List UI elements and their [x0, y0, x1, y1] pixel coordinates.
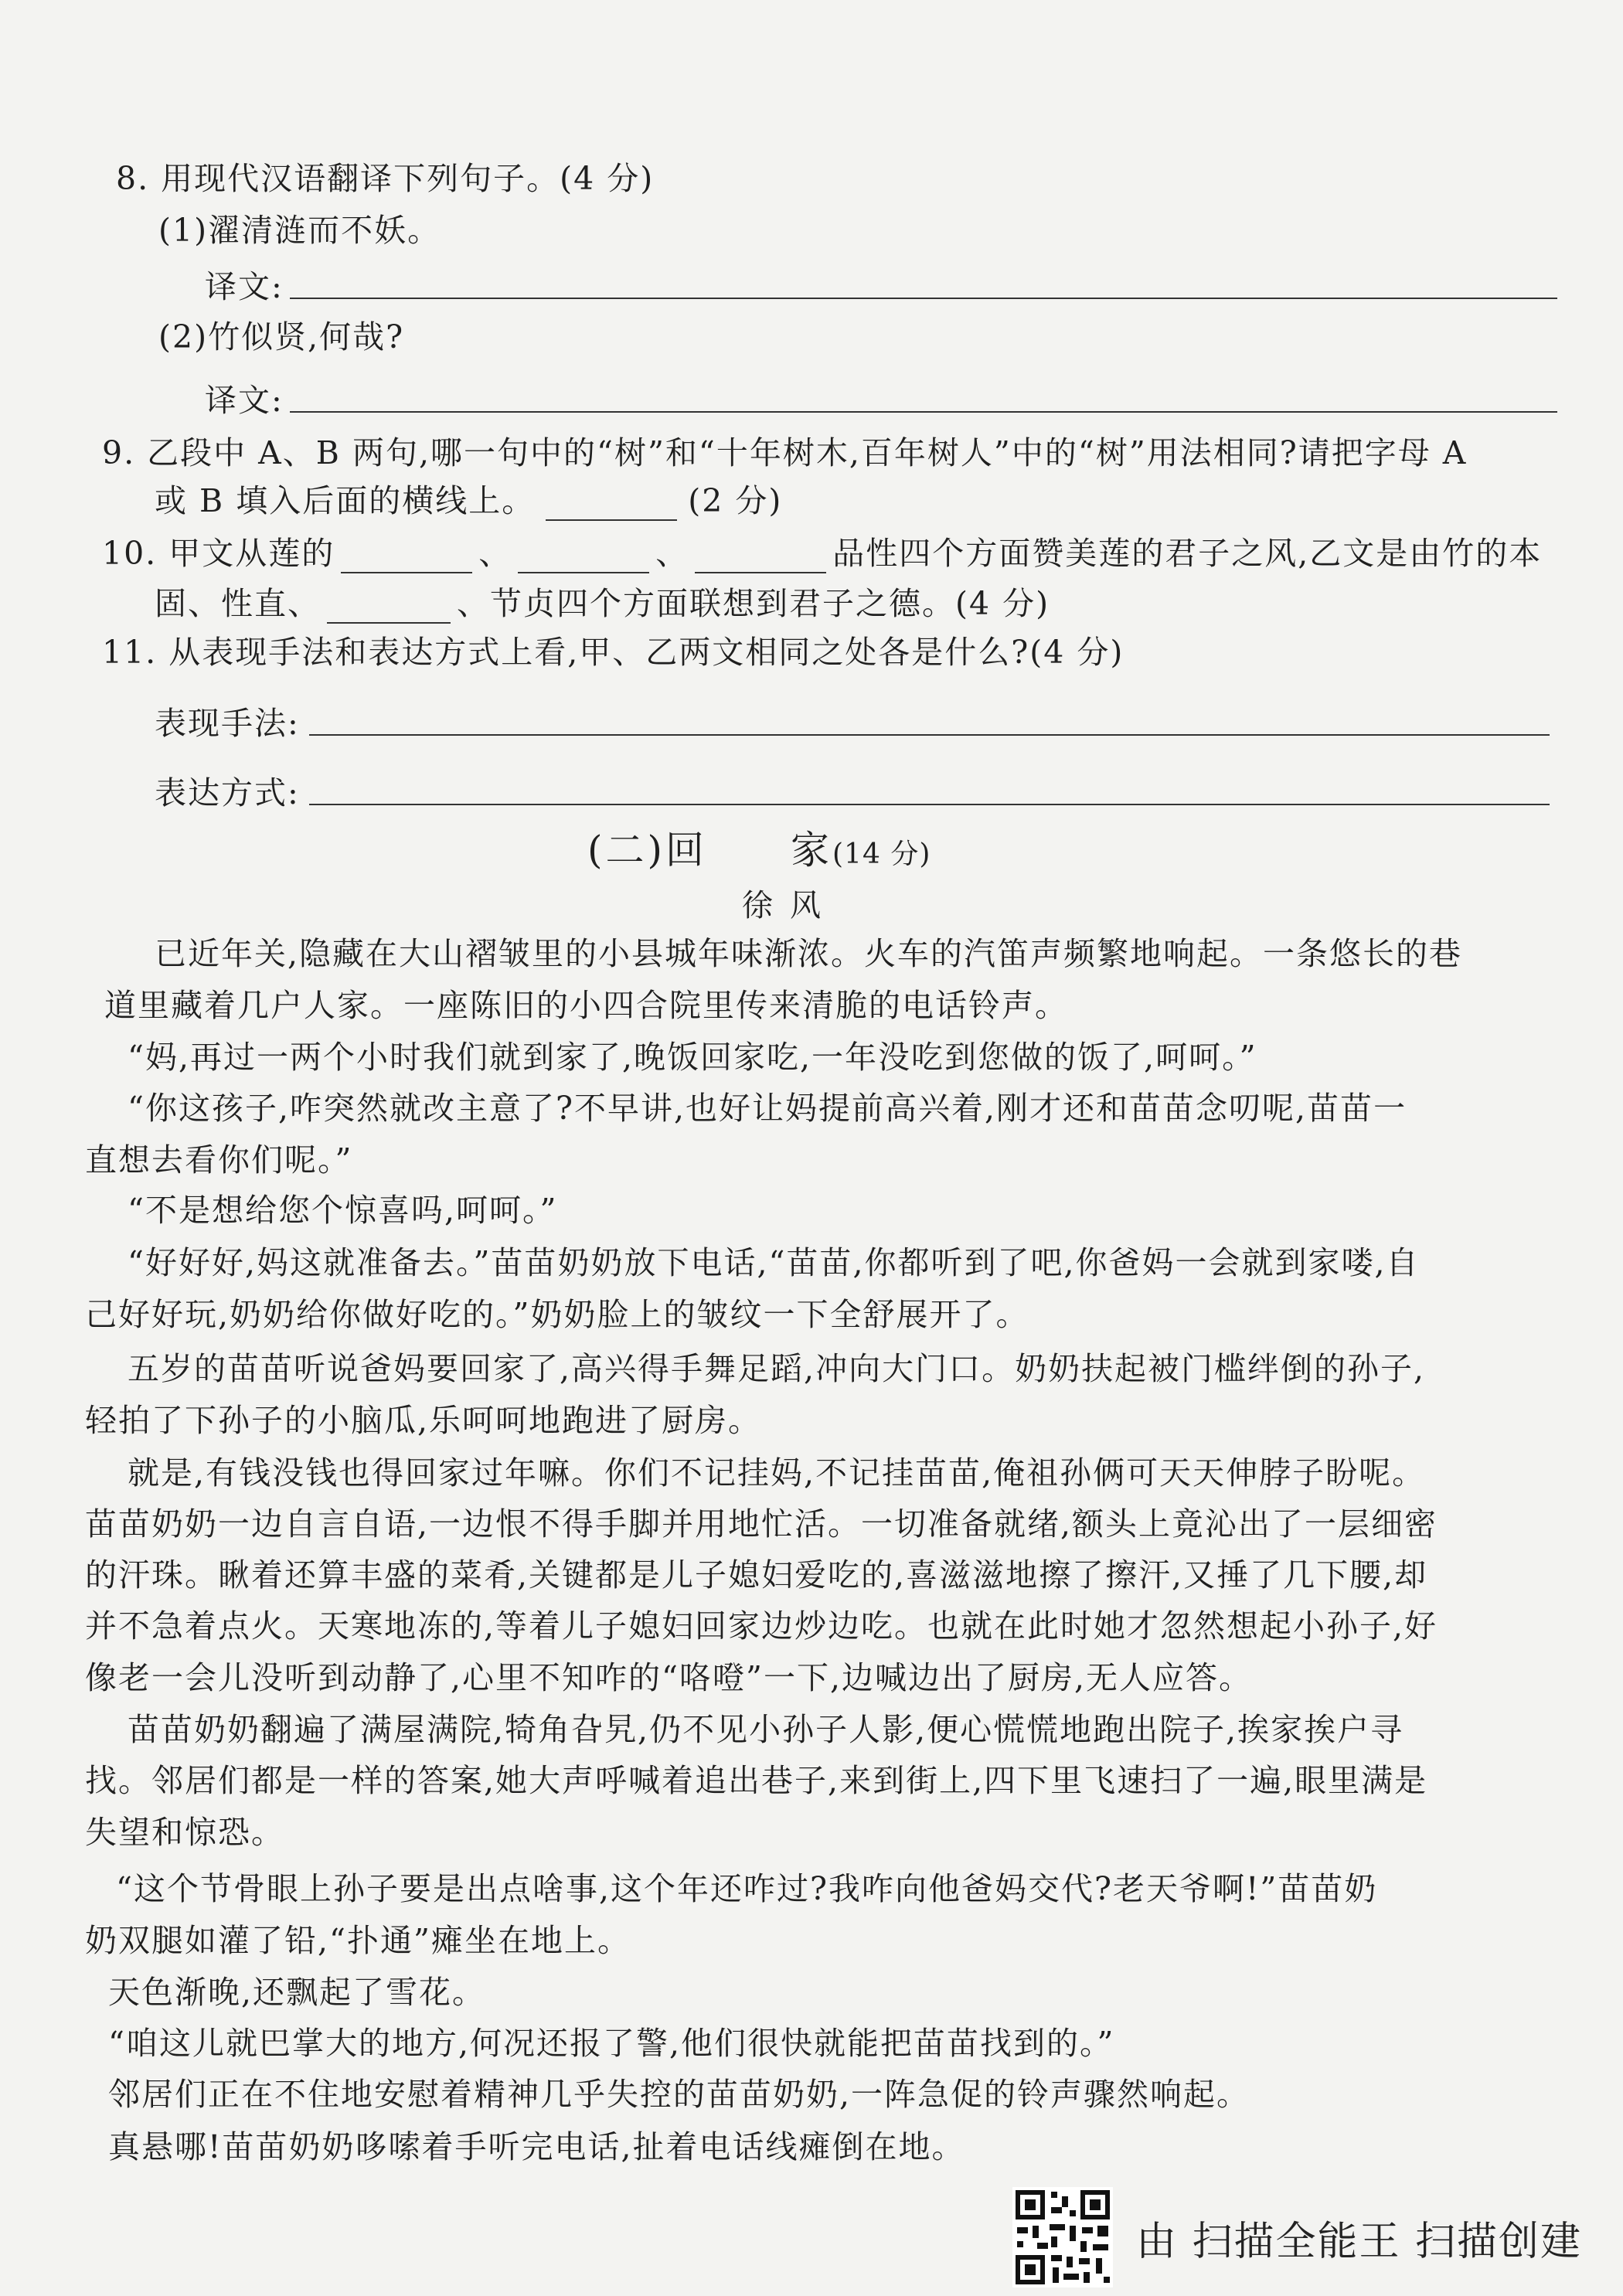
scanner-watermark-text: 由 扫描全能王 扫描创建	[1136, 2218, 1583, 2265]
story-line: “不是想给您个惊喜吗,呵呵。”	[128, 1192, 558, 1229]
question-10-line-1	[102, 533, 1542, 573]
scanner-footer	[1012, 2195, 1600, 2280]
answer-blank-9[interactable]	[546, 488, 677, 521]
question-10-line-2	[155, 583, 1050, 624]
separator: 、	[478, 535, 512, 572]
translation-label-1: 译文:	[205, 268, 284, 305]
story-line: 五岁的苗苗听说爸妈要回家了,高兴得手舞足蹈,冲向大门口。奶奶扶起被门槛绊倒的孙子,	[128, 1350, 1426, 1387]
story-line: 失望和惊恐。	[85, 1814, 284, 1851]
story-line: 己好好玩,奶奶给你做好吃的。”奶奶脸上的皱纹一下全舒展开了。	[85, 1296, 1029, 1333]
story-line: 找。邻居们都是一样的答案,她大声呼喊着追出巷子,来到街上,四下里飞速扫了一遍,眼里满是	[85, 1762, 1428, 1799]
story-line: 道里藏着几户人家。一座陈旧的小四合院里传来清脆的电话铃声。	[104, 987, 1068, 1024]
qr-code-icon[interactable]	[1012, 2187, 1113, 2287]
answer-line-8-2[interactable]	[290, 411, 1557, 413]
question-10-text-2: 品性四个方面赞美莲的君子之风,乙文是由竹的本	[832, 535, 1543, 572]
story-line: 天色渐晚,还飘起了雪花。	[108, 1974, 486, 2011]
answer-blank-10-4[interactable]	[327, 591, 451, 624]
story-line: “好好好,妈这就准备去。”苗苗奶奶放下电话,“苗苗,你都听到了吧,你爸妈一会就到家喽,自	[128, 1244, 1420, 1281]
answer-line-11-1[interactable]	[309, 734, 1550, 736]
section-title	[587, 827, 931, 878]
story-line: 邻居们正在不住地安慰着精神几乎失控的苗苗奶奶,一阵急促的铃声骤然响起。	[108, 2076, 1250, 2113]
story-line: 轻拍了下孙子的小脑瓜,乐呵呵地跑进了厨房。	[85, 1402, 762, 1439]
question-8-part-1: (1)濯清涟而不妖。	[158, 212, 441, 249]
story-line: 奶双腿如灌了铅,“扑通”瘫坐在地上。	[85, 1922, 631, 1959]
story-line: 的汗珠。瞅着还算丰盛的菜肴,关键都是儿子媳妇爱吃的,喜滋滋地擦了擦汗,又捶了几下腰,却	[85, 1556, 1428, 1594]
answer-line-8-1[interactable]	[290, 298, 1557, 299]
section-title-text: (二)回 家	[587, 828, 833, 872]
question-10-text-4: 、节贞四个方面联想到君子之德。(4 分)	[457, 585, 1050, 622]
story-line: 已近年关,隐藏在大山褶皱里的小县城年味渐浓。火车的汽笛声频繁地响起。一条悠长的巷	[155, 935, 1463, 972]
story-line: “这个节骨眼上孙子要是出点啥事,这个年还咋过?我咋向他爸妈交代?老天爷啊!”苗苗奶	[116, 1870, 1378, 1907]
question-9-line-2	[155, 481, 782, 521]
question-11: 11. 从表现手法和表达方式上看,甲、乙两文相同之处各是什么?(4 分)	[102, 634, 1125, 671]
question-9-points: (2 分)	[688, 482, 783, 519]
question-10-text-1: 10. 甲文从莲的	[102, 535, 335, 572]
question-9-line-1: 9. 乙段中 A、B 两句,哪一句中的“树”和“十年树木,百年树人”中的“树”用法相同?请把字母 A	[102, 434, 1468, 471]
translation-label-2: 译文:	[205, 382, 284, 419]
story-line: 苗苗奶奶翻遍了满屋满院,犄角旮旯,仍不见小孙子人影,便心慌慌地跑出院子,挨家挨户寻	[128, 1711, 1404, 1748]
answer-blank-10-2[interactable]	[518, 541, 649, 573]
story-line: 就是,有钱没钱也得回家过年嘛。你们不记挂妈,不记挂苗苗,俺祖孙俩可天天伸脖子盼呢。	[128, 1454, 1426, 1492]
technique-label: 表现手法:	[155, 705, 300, 742]
story-line: “你这孩子,咋突然就改主意了?不早讲,也好让妈提前高兴着,刚才还和苗苗念叨呢,苗苗一	[128, 1090, 1407, 1127]
answer-blank-10-3[interactable]	[695, 541, 826, 573]
section-points: (14 分)	[832, 838, 931, 870]
story-line: 并不急着点火。天寒地冻的,等着儿子媳妇回家边炒边吃。也就在此时她才忽然想起小孙子,好	[85, 1607, 1438, 1645]
question-8: 8. 用现代汉语翻译下列句子。(4 分)	[116, 160, 655, 197]
question-8-part-2: (2)竹似贤,何哉?	[158, 318, 405, 355]
answer-line-11-2[interactable]	[309, 804, 1550, 805]
author: 徐风	[742, 888, 838, 924]
expression-label: 表达方式:	[155, 774, 300, 811]
story-line: “咱这儿就巴掌大的地方,何况还报了警,他们很快就能把苗苗找到的。”	[108, 2025, 1115, 2062]
question-9-text: 或 B 填入后面的横线上。	[155, 482, 536, 519]
separator: 、	[655, 535, 689, 572]
story-line: 像老一会儿没听到动静了,心里不知咋的“咯噔”一下,边喊边出了厨房,无人应答。	[85, 1659, 1253, 1696]
story-line: 真悬哪!苗苗奶奶哆嗦着手听完电话,扯着电话线瘫倒在地。	[108, 2128, 965, 2165]
question-10-text-3: 固、性直、	[155, 585, 321, 622]
answer-blank-10-1[interactable]	[341, 541, 472, 573]
story-line: “妈,再过一两个小时我们就到家了,晚饭回家吃,一年没吃到您做的饭了,呵呵。”	[128, 1039, 1257, 1076]
story-line: 苗苗奶奶一边自言自语,一边恨不得手脚并用地忙活。一切准备就绪,额头上竟沁出了一层细密	[85, 1505, 1438, 1543]
story-line: 直想去看你们呢。”	[85, 1141, 353, 1179]
